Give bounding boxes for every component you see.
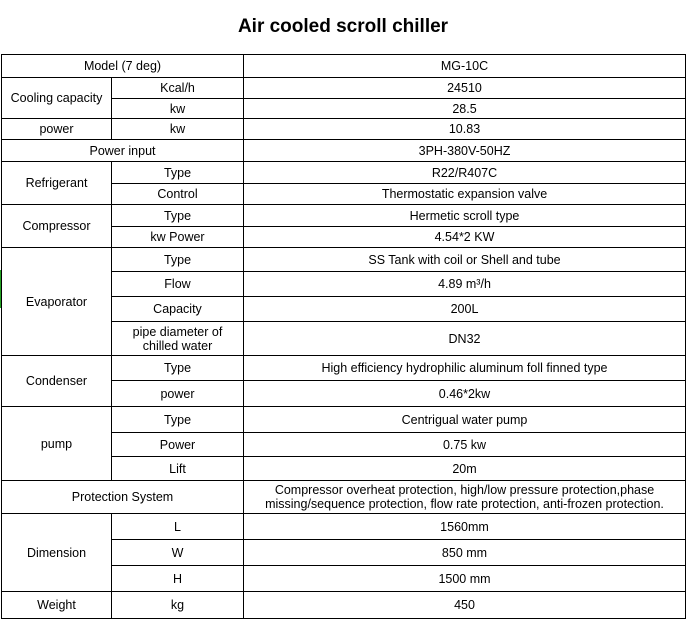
table-row (2, 592, 686, 619)
pump-label: pump (2, 407, 112, 481)
evaporator-flow-label: Flow (112, 272, 244, 297)
table-row (2, 248, 686, 272)
table-row (2, 140, 686, 162)
weight-label: Weight (2, 592, 112, 619)
power-unit: kw (112, 119, 244, 140)
refrigerant-label: Refrigerant (2, 162, 112, 205)
evaporator-pipe-label (112, 322, 244, 356)
table-row (2, 514, 686, 540)
compressor-type-value: Hermetic scroll type (244, 205, 686, 227)
table-row (2, 78, 686, 99)
cooling-capacity-label: Cooling capacity (2, 78, 112, 119)
evaporator-flow-value: 4.89 m³/h (244, 272, 686, 297)
table-row (2, 162, 686, 184)
pump-type-label: Type (112, 407, 244, 433)
compressor-power-label: kw Power (112, 227, 244, 248)
dimension-w-label: W (112, 540, 244, 566)
evaporator-type-label: Type (112, 248, 244, 272)
protection-label: Protection System (2, 481, 244, 514)
dimension-l-label: L (112, 514, 244, 540)
evaporator-pipe-value: DN32 (244, 322, 686, 356)
pump-lift-value: 20m (244, 457, 686, 481)
protection-value (244, 481, 686, 514)
condenser-power-value: 0.46*2kw (244, 381, 686, 407)
pump-type-value: Centrigual water pump (244, 407, 686, 433)
cooling-kcal-unit: Kcal/h (112, 78, 244, 99)
dimension-h-label: H (112, 566, 244, 592)
spec-table (1, 54, 686, 619)
protection-line-1: Compressor overheat protection, high/low pressure protection,phase (274, 483, 655, 497)
table-row (2, 407, 686, 433)
evaporator-type-value: SS Tank with coil or Shell and tube (244, 248, 686, 272)
table-row (2, 119, 686, 140)
evaporator-capacity-label: Capacity (112, 297, 244, 322)
condenser-power-label: power (112, 381, 244, 407)
protection-line-2: missing/sequence protection, flow rate protection, anti-frozen protection. (265, 497, 664, 511)
compressor-power-value: 4.54*2 KW (244, 227, 686, 248)
compressor-type-label: Type (112, 205, 244, 227)
cooling-kcal-value: 24510 (244, 78, 686, 99)
pump-power-label: Power (112, 433, 244, 457)
cooling-kw-value: 28.5 (244, 99, 686, 119)
evaporator-label: Evaporator (2, 248, 112, 356)
table-row (2, 205, 686, 227)
pipe-label-line-1: pipe diameter of (132, 324, 223, 339)
power-input-label: Power input (2, 140, 244, 162)
pump-power-value: 0.75 kw (244, 433, 686, 457)
model-label: Model (7 deg) (2, 55, 244, 78)
refrigerant-type-label: Type (112, 162, 244, 184)
cooling-kw-unit: kw (112, 99, 244, 119)
table-row (2, 55, 686, 78)
refrigerant-control-value: Thermostatic expansion valve (244, 184, 686, 205)
condenser-type-label: Type (112, 356, 244, 381)
weight-value: 450 (244, 592, 686, 619)
condenser-label: Condenser (2, 356, 112, 407)
condenser-type-value: High efficiency hydrophilic aluminum foll finned type (244, 356, 686, 381)
dimension-h-value: 1500 mm (244, 566, 686, 592)
refrigerant-type-value: R22/R407C (244, 162, 686, 184)
pipe-label-line-2: chilled water (142, 338, 213, 353)
power-input-value: 3PH-380V-50HZ (244, 140, 686, 162)
table-row (2, 481, 686, 514)
dimension-label: Dimension (2, 514, 112, 592)
model-value: MG-10C (244, 55, 686, 78)
refrigerant-control-label: Control (112, 184, 244, 205)
page-title: Air cooled scroll chiller (237, 16, 449, 37)
dimension-l-value: 1560mm (244, 514, 686, 540)
table-row (2, 356, 686, 381)
weight-unit: kg (112, 592, 244, 619)
power-label: power (2, 119, 112, 140)
evaporator-capacity-value: 200L (244, 297, 686, 322)
compressor-label: Compressor (2, 205, 112, 248)
dimension-w-value: 850 mm (244, 540, 686, 566)
power-value: 10.83 (244, 119, 686, 140)
pump-lift-label: Lift (112, 457, 244, 481)
